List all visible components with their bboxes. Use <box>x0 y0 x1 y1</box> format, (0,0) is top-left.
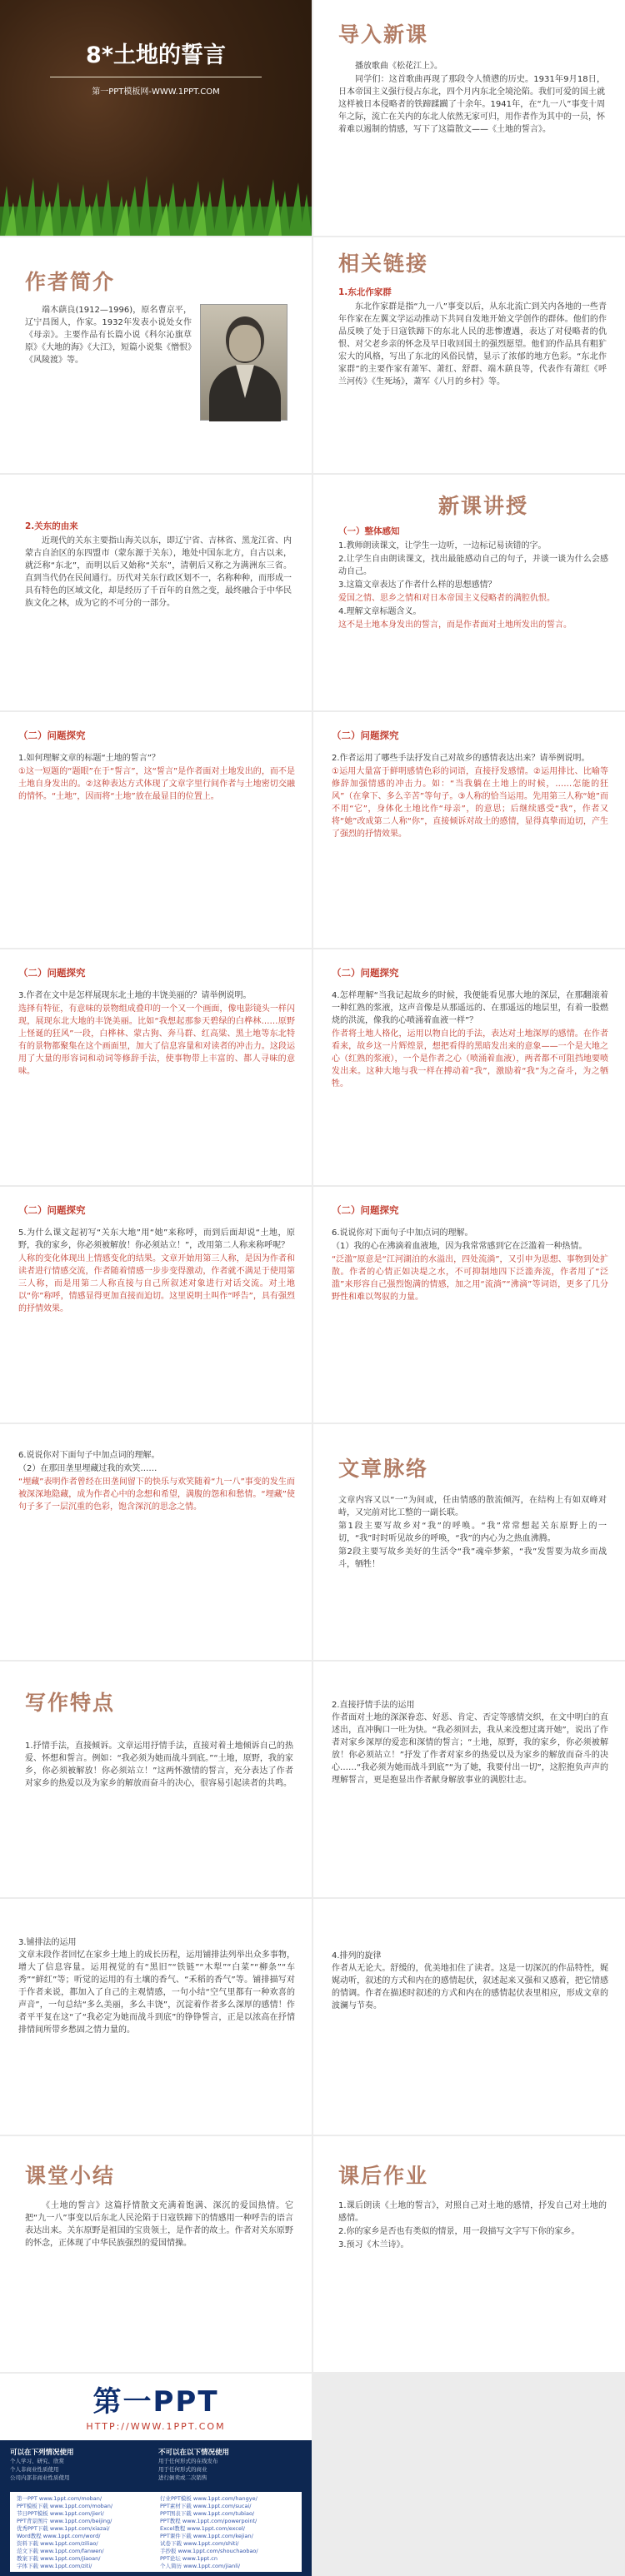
section-heading: （一）整体感知 <box>338 526 400 536</box>
slide-body <box>338 286 607 389</box>
link[interactable]: 个人简历 www.1ppt.com/jianli/ <box>160 2563 241 2569</box>
section-heading: （二）问题探究 <box>18 967 86 979</box>
slide-body <box>25 2200 293 2250</box>
section-heading: （二）问题探究 <box>332 967 399 979</box>
paragraph: 《土地的誓言》这篇抒情散文充满着饱满、深沉的爱国热情。它把“九一八”事变以后东北人民沦陷于日寇铁蹄下的情感用一种呼告的语言表达出来。关东原野是祖国的宝贵领土，是作者的故土。作者对关东原野的怀念，正体现了中华民族强烈的爱国情操。 <box>25 2201 293 2248</box>
section-heading: （二）问题探究 <box>18 1204 86 1216</box>
list-item: 个人非商业性质使用 <box>10 2466 59 2473</box>
slide-feature-3[interactable] <box>0 1899 312 2135</box>
slide-related-1[interactable] <box>313 237 625 473</box>
paragraph: 东北作家群是指“九一八”事变以后，从东北流亡到关内各地的一些青年作家在左翼文学运动推动下共同自发地开始文学创作的群体。他们的作品反映了处于日寇铁蹄下的东北人民的悲惨遭遇，表达了对侵略者的仇恨、对父老乡亲的怀念及早日收回国土的强烈愿望。他们的作品具有粗犷宏大的风格，写出了东北的风俗民情，显示了浓郁的地方色彩。“东北作家群”的主要作家有萧军、萧红、舒群、端木蕻良等，代表作有萧红《呼兰河传》《生死场》，萧军《八月的乡村》等。 <box>338 302 607 386</box>
slide-q6-cont[interactable] <box>0 1424 312 1660</box>
slide-author[interactable] <box>0 237 312 473</box>
slide-q6[interactable] <box>313 1187 625 1423</box>
slide-body <box>332 989 608 1091</box>
logo-text: 第一PPT <box>92 2385 219 2419</box>
slide-heading: 作者简介 <box>25 270 116 294</box>
slide-homework[interactable] <box>313 2136 625 2372</box>
link[interactable]: PPT图表下载 www.1ppt.com/tubiao/ <box>160 2510 255 2517</box>
slide-heading: 文章脉络 <box>338 1457 429 1481</box>
paragraph: 近现代的关东主要指山海关以东，即辽宁省、吉林省、黑龙江省、内蒙古自治区的东四盟市（蒙东源于关东），地处中国东北方，自古以来，就泛称“东北”，而明以后又始称“关东”，清朝后又称之为满洲东三省。直到当代仍在民间通行。历代对关东行政区划不一，名称种种，而形成一具有特色的区域文化，却是经历了千百年的自然之变，最终融合于中华民族文化之林，成为它的不可分的一部分。 <box>25 536 292 608</box>
answer: “埋藏”表明作者曾经在田垄间留下的快乐与欢笑随着“九一八”事变的发生而被深深地隐藏，成为作者心中的念想和希望，满腹的怨和和愁情。“埋藏”使句子多了一层沉重的色彩，饱含深沉的思念之情。 <box>18 1477 295 1512</box>
question: 3.作者在文中是怎样展现东北土地的丰饶美丽的？请举例说明。 <box>18 991 252 1000</box>
list-item: 进行倒卖或二次销售 <box>158 2474 208 2481</box>
author-portrait-icon <box>200 304 288 421</box>
section-heading: 1.东北作家群 <box>338 287 392 297</box>
slide-body <box>332 752 608 841</box>
slide-body <box>25 304 192 367</box>
list-item: 用于任何形式的商业 <box>158 2466 208 2473</box>
slide-body <box>18 1924 295 2050</box>
grass-icon <box>0 161 312 236</box>
task: 1.课后朗读《土地的誓言》，对照自己对土地的感情，抒发自己对土地的感情。 <box>338 2201 607 2223</box>
slide-q3[interactable] <box>0 949 312 1185</box>
slide-body <box>338 2200 607 2252</box>
link[interactable]: 第一PPT www.1ppt.com/moban/ <box>17 2495 102 2502</box>
link[interactable]: 优秀PPT下载 www.1ppt.com/xiazai/ <box>17 2525 110 2532</box>
slide-body <box>18 1449 295 1514</box>
paragraph: 3.铺排法的运用 文章末段作者回忆在家乡土地上的成长历程，运用铺排法列举出众多事物，增大了信息容量。运用视觉的有“黑旧”“铁链”“木犁”“白菜”“柳条”“车秀”“鲜红”等；听觉的运用的有土壤的香气、“禾稻的香气”等。铺排描写对于作者来说，都加入了自己的主观情感，一句小结“空气里都有一种欢喜的声音”，一句总结“多么美丽，多么丰饶”，沉淀着作者多么深厚的感情！作者平平复在这“了“我必定为她而战斗到底”的铮铮誓言，正是以浓高在抒情排情间所带乡愁固之情力量的。 <box>18 1938 295 2035</box>
question: 2.作者运用了哪些手法抒发自己对故乡的感情表达出来？请举例说明。 <box>332 754 590 763</box>
line: 3.这篇文章表达了作者什么样的思想感情？ <box>338 580 497 590</box>
logo-url: HTTP://WWW.1PPT.COM <box>86 2421 226 2432</box>
line: 1.教师朗读课文，让学生一边听，一边标记易读错的字。 <box>338 541 547 551</box>
list-item: 个人学习、研究、欣赏 <box>10 2458 64 2464</box>
question: 6.说说你对下面句子中加点词的理解。 <box>332 1228 473 1238</box>
slide-body <box>332 1687 608 1800</box>
slide-heading: 课堂小结 <box>25 2164 116 2188</box>
slide-related-2[interactable] <box>0 475 312 710</box>
column-heading: 可以在下列情况使用 <box>10 2449 74 2457</box>
slide-summary[interactable] <box>0 2136 312 2372</box>
line: 4.理解文章标题含义。 <box>338 607 422 616</box>
link[interactable]: Word教程 www.1ppt.com/word/ <box>17 2533 101 2539</box>
link[interactable]: PPT教程 www.1ppt.com/powerpoint/ <box>160 2518 258 2524</box>
question: 6.说说你对下面句子中加点词的理解。 <box>18 1451 160 1460</box>
slide-body <box>18 752 295 804</box>
paragraph: 文章内容又以“一”为间或，任由情感的散流倾泻，在结构上有如双峰对峙，又完前对比工整的一副长联。 <box>338 1496 607 1517</box>
paragraph: 4.排列的旋律 作者从无论大。舒缓的，优美地扣住了读者。这是一切深沉的作品特性，娓娓动听，叙述的方式和内在的感情起伏，叙述起来又强和又感着，把它情感的情调。作者在描述时叙述的方式和内在的感情起伏表里相应，形成文章的波澜与节奏。 <box>332 1951 608 2010</box>
link[interactable]: PPT论坛 www.1ppt.cn <box>160 2555 218 2562</box>
question: 5.为什么课文起初写“关东大地”用“她”来称呼，而到后面却说“土地，原野，我的家乡，你必须被解放！你必须站立！”，改用第二人称来称呼呢？ <box>18 1228 295 1250</box>
slide-feature-4[interactable] <box>313 1899 625 2135</box>
task: 2.你的家乡是否也有类似的情景，用一段描写文字写下你的家乡。 <box>338 2227 580 2236</box>
answer: ①这一短题的“题眼”在于“誓言”，这“誓言”是作者面对土地发出的，而不是土地自身发出的。②这种表达方式体现了文章字里行间作者与土地密切交融的情怀。“土地”，因而将“土地”放在最显目的位置上。 <box>18 767 295 801</box>
slide-branding[interactable] <box>0 2374 312 2576</box>
paragraph: 1.抒情手法，直接倾诉。文章运用抒情手法，直接对着土地倾诉自己的热爱、怀想和誓言。例如：“我必须为她而战斗到底。”“土地，原野，我的家乡，你必须被解放！你必须站立！”这两怀激情的誓言，充分表达了作者对家乡的热爱以及为家乡的解放而奋斗的决心，很容易引起读者的共鸣。 <box>25 1741 293 1788</box>
section-heading: （二）问题探究 <box>18 730 86 741</box>
lesson-title: 8*土地的誓言 <box>86 42 226 68</box>
question: 1.如何理解文章的标题“土地的誓言”？ <box>18 754 160 763</box>
paragraph: 2.直接抒情手法的运用 作者面对土地的深深眷恋、好恶、肯定、否定等感情交织，在文中明白的直述出，直冲胸口一吐为快。“我必须回去，我从来没想过离开她”，说出了作者对家乡深厚的爱恋和深情的誓言；“土地，原野，我的家乡，你必须被解放！你必须站立！”抒发了作者对家乡的热爱以及为家乡的解放而奋斗的决心……“我必须为她而战斗到底”“为了她，我要付出一切”，这腔抱负声声的理解誓言，更是抱显出作者献身解放事业的满腔壮志。 <box>332 1701 608 1785</box>
slide-body <box>18 989 295 1079</box>
brand-logo <box>0 2379 312 2432</box>
link[interactable]: Excel教程 www.1ppt.com/excel/ <box>160 2525 245 2532</box>
lesson-subtitle: 第一PPT模板网-WWW.1PPT.COM <box>92 87 220 97</box>
slide-body <box>25 1740 293 1791</box>
forbidden-column <box>158 2447 300 2482</box>
link[interactable]: PPT课件下载 www.1ppt.com/kejian/ <box>160 2533 253 2539</box>
slide-intro[interactable] <box>313 0 625 236</box>
section-heading: （二）问题探究 <box>332 1204 399 1216</box>
slide-body <box>18 1227 295 1316</box>
slide-heading: 写作特点 <box>25 1691 116 1715</box>
slide-q5[interactable] <box>0 1187 312 1423</box>
answer: 选择有特征，有意味的景物组成叠印的一个又一个画面，像电影镜头一样闪现，展现东北大地的丰饶美丽。比如“我想起那参天碧绿的白桦林……原野上怪诞的狂风”一段，白桦林、蒙古狗、奔马群、红高粱、黑土地等东北特有的景物都聚集在这个画面里，加大了信息容量和对读者的冲击力。这段运用了大量的形容词和动词等修辞手法，使事物带上丰富的、都人寻味的意味。 <box>18 1004 295 1076</box>
link[interactable]: 字体下载 www.1ppt.com/ziti/ <box>17 2563 92 2569</box>
paragraph: 第2段主要写故乡美好的生活令“我”魂牵梦萦，“我”发誓要为故乡而战斗，牺牲！ <box>338 1547 607 1569</box>
paragraph: 端木蕻良(1912—1996)，原名曹京平，辽宁昌图人，作家。1932年发表小说处女作《母亲》。主要作品有长篇小说《科尔沁旗草原》《大地的海》《大江》，短篇小说集《憎恨》《风陵渡》等。 <box>25 306 192 365</box>
slide-title[interactable] <box>0 0 312 236</box>
answer: 这不是土地本身发出的誓言，而是作者面对土地所发出的誓言。 <box>338 620 572 630</box>
slide-body <box>338 1494 607 1572</box>
usage-panel <box>0 2440 312 2576</box>
link[interactable]: PPT素材下载 www.1ppt.com/sucai/ <box>160 2503 252 2509</box>
answer: “泛滥”原意是“江河湖泊的水溢出，四处流淌”，又引申为思想、事物到处扩散。作者的心情正如决堤之水，不可抑制地四下泛滥奔流，作者用了“泛滥”来形容自己强烈饱满的情感，加之用“流淌”“沸滴”等词语，更多了几分野性和难以驾驭的力量。 <box>332 1255 608 1302</box>
sentence: （1）我的心在沸滴着血液地，因为我常常感到它在泛滥着一种热情。 <box>332 1242 588 1251</box>
answer: ①运用大量富于鲜明感情色彩的词语，直接抒发感情。②运用排比、比喻等修辞加强情感的冲击力。如：“当我躺在土地上的时候，……怎能的狂风”（在拿下、多么辛苦”等句子。③人称的恰当运用。先用第三人称“她”而不用“它”，身体化土地比作“母亲”，的意思；后继续感受“我”，作者又将“她”改成第二人称“你”，直接倾诉对故土的感情，显得真挚而迫切，产生了强烈的抒情效果。 <box>332 767 608 839</box>
sentence: （2）在那田垄里埋藏过我的欢笑…… <box>18 1464 158 1473</box>
slide-writing-features[interactable] <box>0 1662 312 1897</box>
answer: 人称的变化体现出上情感变化的结果。文章开始用第三人称，是因为作者和读者进行情感交流，作者随着情感一步步变得激动，作者就不满足于使用第三人称，而是用第二人称直接与自己所叙述对象进行对话交流。对土地以“你”称呼，情感显得更加直接而迫切。这里说明土叫作“呼告”，具有强烈的抒情效果。 <box>18 1254 295 1313</box>
task: 3.预习《木兰诗》。 <box>338 2240 409 2250</box>
slide-heading: 课后作业 <box>338 2164 429 2188</box>
slide-q4[interactable] <box>313 949 625 1185</box>
link[interactable]: PPT背景图片 www.1ppt.com/beijing/ <box>17 2518 112 2524</box>
links-panel <box>10 2492 302 2572</box>
slide-heading: 相关链接 <box>338 252 429 276</box>
slide-q1[interactable] <box>0 712 312 948</box>
line: 2.让学生自由朗读课文，找出最能感动自己的句子，并谈一谈为什么会感动自己。 <box>338 555 608 576</box>
paragraph: 同学们：这首歌曲再现了那段令人愤懑的历史。1931年9月18日，日本帝国主义强行侵占东北，四个月内东北全境沦陷。我们可爱的国土就这样被日本侵略者的铁蹄蹂躏了十余年。1941年，在“九一八”事变十周年之际，流亡在关内的东北人依然无家可归，用作者作为其中的一员，怀着难以遏制的情感，写下了这篇散文——《土地的誓言》。 <box>338 75 605 134</box>
paragraph: 播放歌曲《松花江上》。 <box>355 62 442 71</box>
answer: 作者将土地人格化，运用以物自比的手法，表达对土地深厚的感情。在作者看来，故乡这一片辉煌景，想把看得的黑暗发出来的意象——一个是大地之心（红熟的浆液），一个是作者之心（喷涌着血液），两者都不可阻挡地要喷发出来。这种大地与我一样在搏动着“我”，激励着“我”为之奋斗，为之牺牲。 <box>332 1029 608 1089</box>
link[interactable]: PPT模板下载 www.1ppt.com/moban/ <box>17 2503 113 2509</box>
slide-body <box>332 1937 608 2025</box>
list-item: 用于任何形式的在线发布 <box>158 2458 218 2464</box>
link[interactable]: 节日PPT模板 www.1ppt.com/jieri/ <box>17 2510 104 2517</box>
slide-body <box>338 525 608 632</box>
link[interactable]: 行业PPT模板 www.1ppt.com/hangye/ <box>160 2495 258 2502</box>
slide-new-lesson[interactable] <box>313 475 625 710</box>
slide-q2[interactable] <box>313 712 625 948</box>
section-heading: 2.关东的由来 <box>25 521 78 531</box>
section-heading: （二）问题探究 <box>332 730 399 741</box>
paragraph: 第1段主要写故乡对“我”的呼唤。“我”常常想起关东原野上的一切，“我”时时听见故乡的呼唤，“我”的内心为之热血沸腾。 <box>338 1522 607 1543</box>
slide-heading: 导入新课 <box>338 22 429 47</box>
slide-body <box>332 1227 608 1304</box>
slide-heading: 新课讲授 <box>438 494 529 518</box>
link[interactable]: 手抄报 www.1ppt.com/shouchaobao/ <box>160 2548 258 2554</box>
answer: 爱国之情、思乡之情和对日本帝国主义侵略者的满腔仇恨。 <box>338 594 555 603</box>
slide-feature-2[interactable] <box>313 1662 625 1897</box>
column-heading: 不可以在以下情况使用 <box>158 2449 230 2457</box>
link[interactable]: 试卷下载 www.1ppt.com/shiti/ <box>160 2540 239 2547</box>
link[interactable]: 教案下载 www.1ppt.com/jiaoan/ <box>17 2555 101 2562</box>
slide-body <box>25 520 292 610</box>
question: 4.怎样理解“当我记起故乡的时候，我便能看见那大地的深层，在那翻滚着一种红熟的浆液，这声音像是从那遥远的、在那遥远的地层里，有着一股燃烧的洪流，像我的心喷涌着血液一样”？ <box>332 991 608 1025</box>
slide-body <box>338 60 605 137</box>
link[interactable]: 资料下载 www.1ppt.com/ziliao/ <box>17 2540 98 2547</box>
list-item: 公司内部非商业性质使用 <box>10 2474 70 2481</box>
link[interactable]: 范文下载 www.1ppt.com/fanwen/ <box>17 2548 104 2554</box>
allowed-column <box>10 2447 152 2482</box>
slide-structure[interactable] <box>313 1424 625 1660</box>
